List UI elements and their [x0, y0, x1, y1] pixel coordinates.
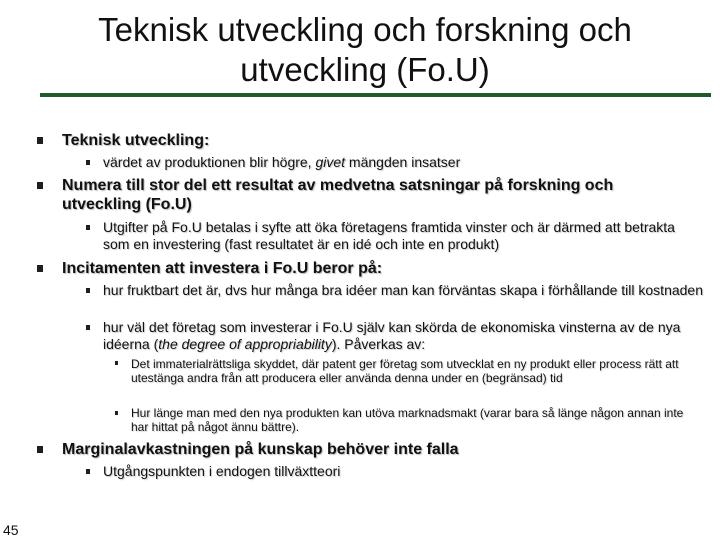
bullet-text: värdet av produktionen blir högre, [103, 154, 316, 170]
bullet-utgangspunkten: Utgångspunkten i endogen tillväxtteori [103, 463, 341, 479]
emphasis-text: givet [315, 154, 346, 170]
bullet-marker [37, 446, 43, 453]
bullet-text: hur väl det företag som investerar i Fo.U själv kan skörda de ekonomiska vinsterna av de nya idéerna ( [103, 319, 681, 352]
title-divider [40, 93, 711, 97]
bullet-marker [37, 265, 43, 272]
bullet-marker [86, 325, 90, 330]
bullet-marker [86, 469, 90, 474]
bullet-hur-fruktbart: hur fruktbart det är, dvs hur många bra idéer man kan förväntas skapa i förhållande till kostnaden [103, 282, 704, 298]
bullet-marker [86, 288, 90, 293]
bullet-marker [115, 361, 118, 365]
bullet-immaterialrattsliga: Det immaterialrättsliga skyddet, där patent ger företag som utvecklat en ny produkt eller process rätt att utestänga andra från att producera eller använda denna under en (begränsad) tid [131, 357, 679, 385]
slide-title: Teknisk utveckling och forskning och utveckling (Fo.U) [98, 11, 632, 88]
emphasis-text: the degree of appropriability [158, 335, 332, 352]
bullet-marker [37, 137, 43, 144]
page-number: 45 [3, 522, 19, 538]
bullet-text: mängden insatser [345, 154, 461, 170]
bullet-teknisk-utveckling: Teknisk utveckling: [62, 132, 210, 149]
bullet-marker [86, 225, 90, 230]
bullet-vardet-av-produktionen [103, 154, 703, 171]
bullet-numera: Numera till stor del ett resultat av medvetna satsningar på forskning och utveckling (Fo.U) [62, 177, 614, 213]
bullet-incitamenten: Incitamenten att investera i Fo.U beror på: [62, 260, 383, 277]
bullet-utgifter: Utgifter på Fo.U betalas i syfte att öka företagens framtida vinster och är därmed att betrakta som en investering (fast resultatet är en idé och inte en produkt) [103, 219, 675, 252]
bullet-marker [37, 182, 43, 189]
bullet-text: ). Påverkas av: [331, 335, 426, 352]
bullet-marker [115, 411, 118, 415]
bullet-hur-val [103, 319, 703, 352]
bullet-marker [86, 160, 90, 165]
bullet-hur-lange: Hur länge man med den nya produkten kan utöva marknadsmakt (varar bara så länge någon annan inte har hittat på något ännu bättre). [131, 406, 684, 434]
bullet-marginalavkastningen: Marginalavkastningen på kunskap behöver inte falla [62, 441, 459, 458]
